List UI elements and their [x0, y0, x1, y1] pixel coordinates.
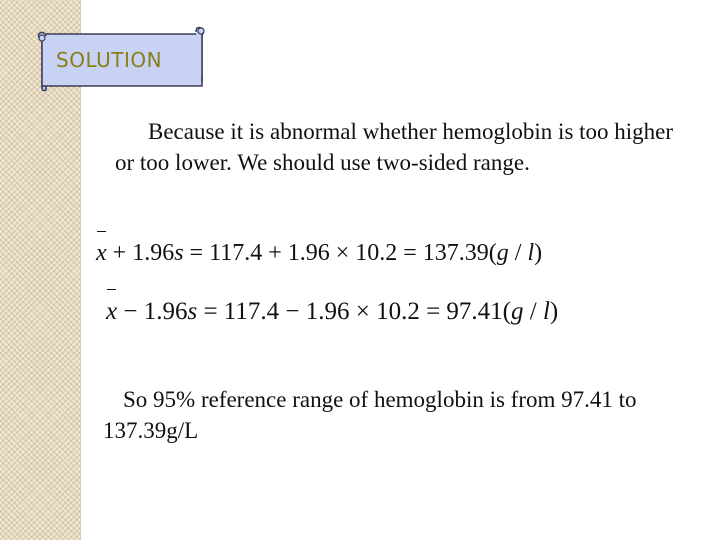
- equation-result: = 117.4 + 1.96 × 10.2 = 137.39(: [183, 240, 497, 266]
- unit-l: l: [527, 240, 535, 266]
- unit-l: l: [542, 298, 550, 325]
- equation-operator: +: [112, 240, 127, 266]
- solution-banner: [36, 26, 206, 92]
- x-bar-variable: x: [96, 240, 107, 266]
- s-variable: s: [187, 298, 198, 325]
- equation-coefficient: 1.96: [143, 298, 188, 325]
- x-bar-variable: x: [106, 298, 118, 325]
- unit-g: g: [511, 298, 524, 325]
- banner-title: SOLUTION: [56, 48, 163, 72]
- equation-operator: −: [123, 298, 138, 325]
- conclusion-paragraph: So 95% reference range of hemoglobin is from 97.41 to 137.39g/L: [103, 387, 637, 443]
- s-variable: s: [174, 240, 184, 266]
- unit-g: g: [496, 240, 509, 266]
- unit-separator: /: [508, 240, 528, 266]
- equation-close: ): [549, 298, 559, 325]
- lower-limit-equation: [106, 298, 558, 326]
- upper-limit-equation: [96, 240, 542, 267]
- unit-separator: /: [523, 298, 543, 325]
- equation-coefficient: 1.96: [132, 240, 175, 266]
- equation-close: ): [534, 240, 543, 266]
- intro-paragraph: Because it is abnormal whether hemoglobin is too higher or too lower. We should use two-sided range.: [115, 119, 674, 175]
- equation-result: = 117.4 − 1.96 × 10.2 = 97.41(: [197, 298, 511, 325]
